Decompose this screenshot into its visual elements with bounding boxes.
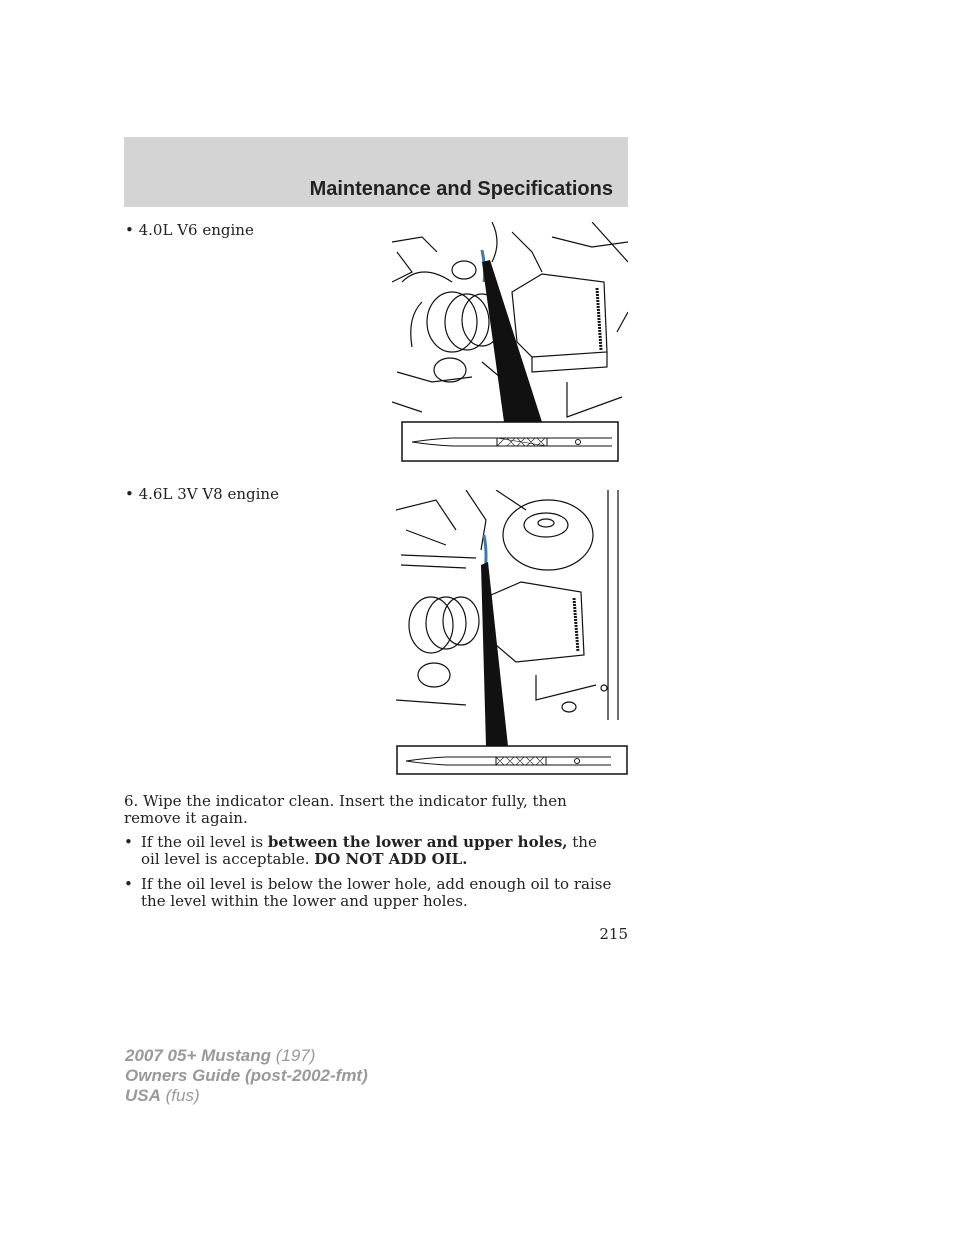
emphasis-do-not-add: DO NOT ADD OIL.	[314, 850, 468, 868]
figure-label-v8: • 4.6L 3V V8 engine	[125, 485, 279, 503]
section-title: Maintenance and Specifications	[309, 178, 613, 200]
engine-v8-dipstick-illustration	[396, 490, 628, 776]
bullet-icon: •	[124, 833, 133, 851]
list-item: • If the oil level is between the lower and upper holes, the oil level is acceptable. DO NOT ADD OIL.	[124, 833, 597, 868]
list-item: • If the oil level is below the lower hole, add enough oil to raise the level within the lower and upper holes.	[124, 875, 612, 910]
emphasis-holes: between the lower and upper holes,	[267, 833, 568, 851]
figure-label-v6: • 4.0L V6 engine	[125, 221, 254, 239]
step-6-text: 6. Wipe the indicator clean. Insert the indicator fully, then remove it again.	[124, 792, 567, 827]
page-number: 215	[599, 925, 628, 943]
section-header-band	[124, 137, 628, 207]
bullet-icon: •	[124, 875, 133, 893]
engine-v6-dipstick-illustration	[392, 222, 628, 464]
document-footer: 2007 05+ Mustang (197) Owners Guide (post-2002-fmt) USA (fus)	[125, 1046, 368, 1105]
